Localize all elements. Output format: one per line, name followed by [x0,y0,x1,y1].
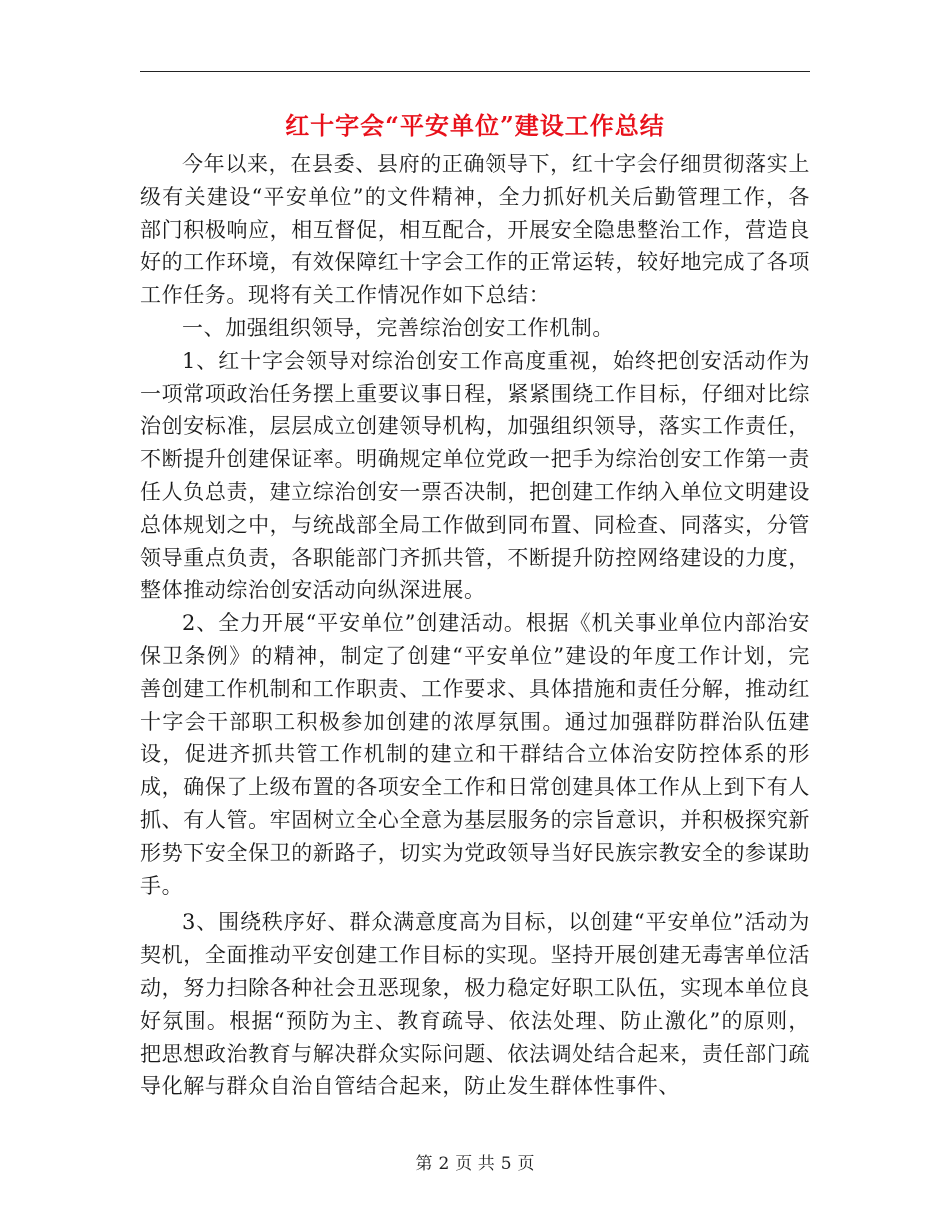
section-heading-1: 一、加强组织领导，完善综治创安工作机制。 [182,315,614,340]
page-footer [0,1152,950,1176]
header-rule [140,71,810,72]
document-body [140,148,810,1103]
paragraph-item-1: 1、红十字会领导对综治创安工作高度重视，始终把创安活动作为一项常项政治任务摆上重要议事日程，紧紧围绕工作目标，仔细对比综治创安标准，层层成立创建领导机构，加强组织领导，落实工作责任，不断提升创建保证率。明确规定单位党政一把手为综治创安工作第一责任人负总责，建立综治创安一票否决制，把创建工作纳入单位文明建设总体规划之中，与统战部全局工作做到同布置、同检查、同落实，分管领导重点负责，各职能部门齐抓共管，不断提升防控网络建设的力度，整体推动综治创安活动向纵深进展。 [140,348,810,603]
footer-total-pages: 5 [500,1154,512,1174]
footer-middle: 页 共 [455,1154,495,1174]
footer-suffix: 页 [517,1154,535,1174]
footer-page-number: 2 [438,1154,450,1174]
footer-prefix: 第 [415,1154,433,1174]
paragraph-item-3: 3、围绕秩序好、群众满意度高为目标，以创建“平安单位”活动为契机，全面推动平安创建工作目标的实现。坚持开展创建无毒害单位活动，努力扫除各种社会丑恶现象，极力稳定好职工队伍，实现本单位良好氛围。根据“预防为主、教育疏导、依法处理、防止激化”的原则，把思想政治教育与解决群众实际问题、依法调处结合起来，责任部门疏导化解与群众自治自管结合起来，防止发生群体性事件、 [140,910,810,1099]
paragraph-item-2: 2、全力开展“平安单位”创建活动。根据《机关事业单位内部治安保卫条例》的精神，制定了创建“平安单位”建设的年度工作计划，完善创建工作机制和工作职责、工作要求、具体措施和责任分解，推动红十字会干部职工积极参加创建的浓厚氛围。通过加强群防群治队伍建设，促进齐抓共管工作机制的建立和干群结合立体治安防控体系的形成，确保了上级布置的各项安全工作和日常创建具体工作从上到下有人抓、有人管。牢固树立全心全意为基层服务的宗旨意识，并积极探究新形势下安全保卫的新路子，切实为党政领导当好民族宗教安全的参谋助手。 [140,611,810,898]
document-title: 红十字会“平安单位”建设工作总结 [285,111,665,140]
paragraph-intro: 今年以来，在县委、县府的正确领导下，红十字会仔细贯彻落实上级有关建设“平安单位”的文件精神，全力抓好机关后勤管理工作，各部门积极响应，相互督促，相互配合，开展安全隐患整治工作，营造良好的工作环境，有效保障红十字会工作的正常运转，较好地完成了各项工作任务。现将有关工作情况作如下总结： [140,152,810,308]
